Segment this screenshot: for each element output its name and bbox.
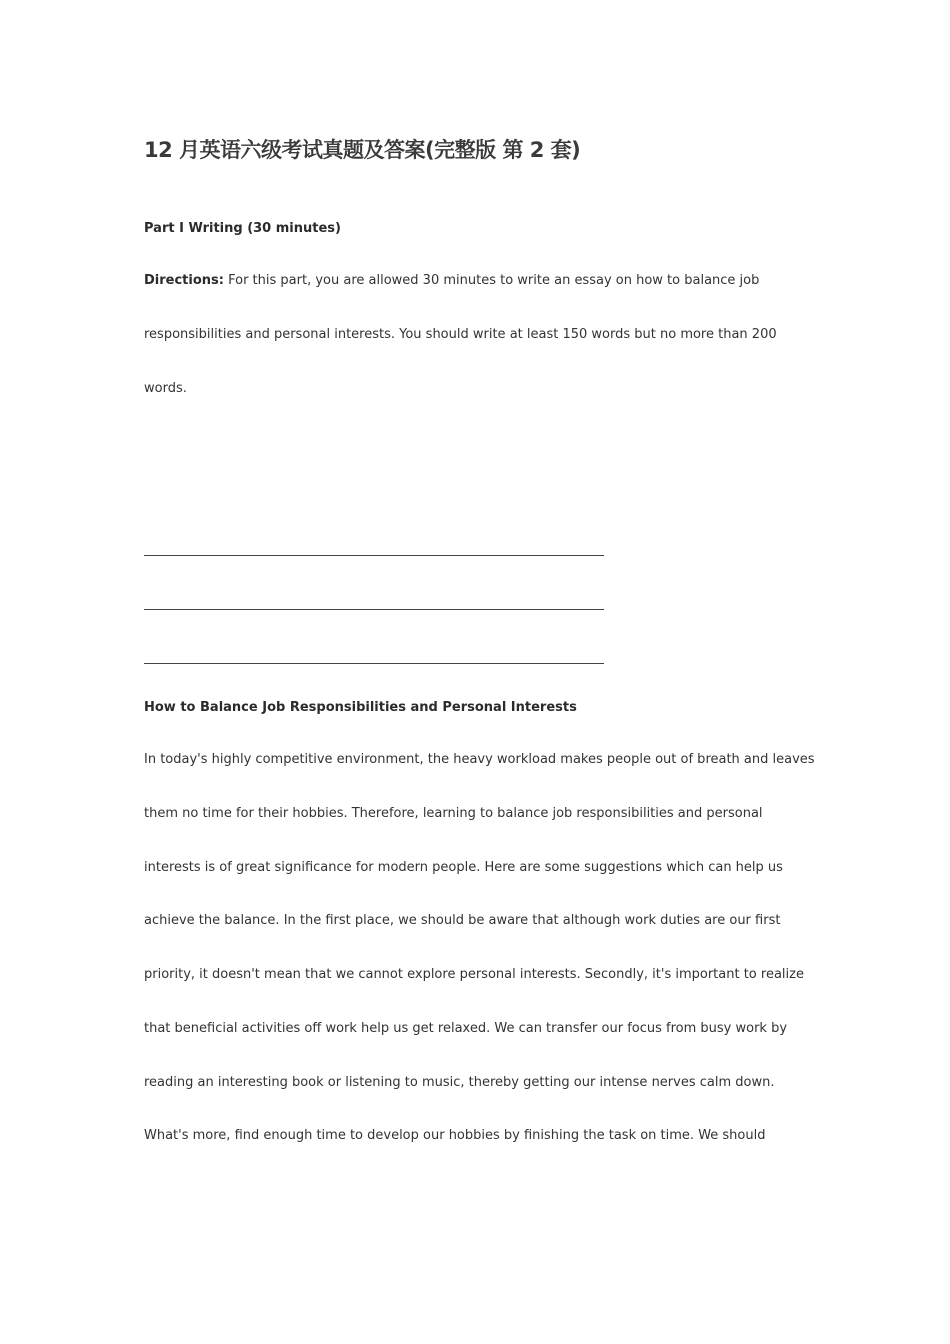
directions-text: For this part, you are allowed 30 minutes to write an essay on how to balance job — [223, 273, 760, 288]
essay-line: reading an interesting book or listening to music, thereby getting our intense nerves calm down. — [144, 1075, 775, 1090]
directions-label: Directions: — [144, 273, 224, 288]
directions-line-3: words. — [144, 381, 187, 396]
section-heading: Part I Writing (30 minutes) — [144, 221, 341, 236]
answer-line — [144, 555, 604, 556]
page-title: 12 月英语六级考试真题及答案(完整版 第 2 套) — [144, 138, 581, 162]
essay-line: interests is of great significance for modern people. Here are some suggestions which can help us — [144, 860, 783, 875]
essay-title: How to Balance Job Responsibilities and Personal Interests — [144, 700, 577, 715]
essay-line: In today's highly competitive environment, the heavy workload makes people out of breath and leaves — [144, 752, 815, 767]
essay-line: priority, it doesn't mean that we cannot explore personal interests. Secondly, it's important to realize — [144, 967, 804, 982]
essay-line: them no time for their hobbies. Therefore, learning to balance job responsibilities and personal — [144, 806, 763, 821]
answer-line — [144, 663, 604, 664]
answer-line — [144, 609, 604, 610]
essay-line: achieve the balance. In the first place, we should be aware that although work duties are our first — [144, 913, 781, 928]
essay-line: that beneficial activities off work help us get relaxed. We can transfer our focus from busy work by — [144, 1021, 788, 1036]
essay-line: What's more, find enough time to develop our hobbies by finishing the task on time. We should — [144, 1128, 766, 1143]
directions-line-2: responsibilities and personal interests. You should write at least 150 words but no more than 200 — [144, 327, 777, 342]
directions-line-1 — [144, 273, 759, 288]
